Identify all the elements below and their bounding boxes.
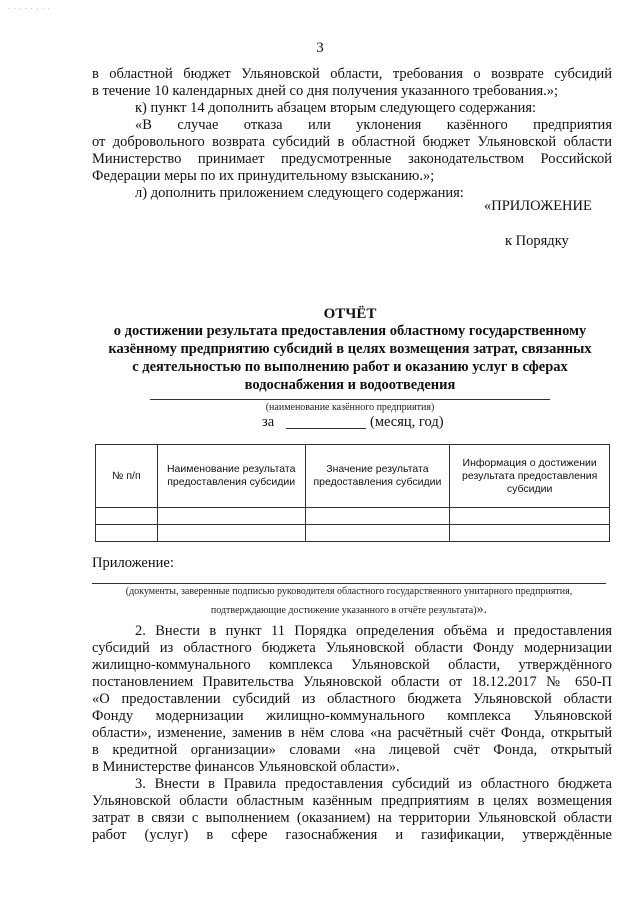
text-line: постановлением Правительства Ульяновской области от 18.12.2017 № 650-П: [92, 674, 612, 690]
table-header-row: [96, 445, 610, 508]
text-line: в Министерстве финансов Ульяновской области».: [92, 759, 400, 775]
report-table: [95, 444, 610, 542]
column-header: Наименование результата предоставления субсидии: [157, 445, 305, 508]
enterprise-name-line: [150, 399, 550, 400]
text-line: Министерство принимает предусмотренные законодательством Российской: [92, 151, 612, 167]
text-line: Фонду модернизации жилищно-коммунального комплекса Ульяновской: [92, 708, 612, 724]
table-cell: [450, 525, 610, 542]
enterprise-caption: (наименование казённого предприятия): [265, 402, 435, 413]
text-line: работ (услуг) в сфере газоснабжения и газификации, утверждённые: [92, 827, 612, 843]
table-row: [96, 525, 610, 542]
table-cell: [96, 525, 158, 542]
text-line: жилищно-коммунального комплекса Ульяновской области, утверждённого: [92, 657, 612, 673]
table-cell: [450, 508, 610, 525]
column-header: Информация о достижении результата предоставления субсидии: [450, 445, 610, 508]
report-subtitle-line: с деятельностью по выполнению работ и оказанию услуг в сферах: [132, 359, 568, 375]
column-header: Значение результата предоставления субсидии: [305, 445, 450, 508]
table-cell: [305, 525, 450, 542]
corner-mark: · · · · · · · ·: [8, 6, 51, 12]
text-line: 2. Внести в пункт 11 Порядка определения объёма и предоставления: [135, 623, 612, 639]
table-cell: [96, 508, 158, 525]
text-line: от добровольного возврата субсидий в областной бюджет Ульяновской области: [92, 134, 612, 150]
text-line: в кредитной организации» словами «на лицевой счёт Фонда, открытый: [92, 742, 612, 758]
report-subtitle-line: казённому предприятию субсидий в целях возмещения затрат, связанных: [108, 341, 592, 357]
text-line: л) дополнить приложением следующего содержания:: [135, 185, 464, 201]
text-line: области», изменение, заменив в нём слова «на расчётный счёт Фонда, открытый: [92, 725, 612, 741]
table-cell: [157, 525, 305, 542]
table-cell: [305, 508, 450, 525]
text-line: субсидий из областного бюджета Ульяновской области Фонду модернизации: [92, 640, 612, 656]
appendix-title: «ПРИЛОЖЕНИЕ: [484, 198, 592, 214]
text-line: «О предоставлении субсидий из областного бюджета Ульяновской области: [92, 691, 612, 707]
period-blank-line: [286, 428, 366, 429]
table-cell: [157, 508, 305, 525]
page-number: 3: [316, 40, 324, 56]
text-line: в течение 10 календарных дней со дня получения указанного требования.»;: [92, 83, 559, 99]
period-prefix: за: [262, 414, 275, 430]
period-suffix: (месяц, год): [370, 414, 444, 430]
text-line: Ульяновской области областным казённым предприятиям в целях возмещения: [92, 793, 612, 809]
text-line: Федерации меры по их принудительному взысканию.»;: [92, 168, 435, 184]
report-title: ОТЧЁТ: [323, 306, 377, 322]
text-line: к) пункт 14 дополнить абзацем вторым следующего содержания:: [135, 100, 537, 116]
text-line: затрат в связи с выполнением (оказанием) на территории Ульяновской области: [92, 810, 612, 826]
appendix-subtitle: к Порядку: [505, 233, 569, 249]
report-subtitle-line: о достижении результата предоставления областному государственному: [113, 323, 587, 339]
column-header: № п/п: [96, 445, 158, 508]
text-line: 3. Внести в Правила предоставления субсидий из областного бюджета: [135, 776, 612, 792]
text-line: в областной бюджет Ульяновской области, требования о возврате субсидий: [92, 66, 612, 82]
attachment-caption: (документы, заверенные подписью руководителя областного государственного унитарного предприятия,: [125, 586, 573, 597]
attachment-line: [92, 583, 606, 584]
table-row: [96, 508, 610, 525]
attachment-label: Приложение:: [92, 555, 174, 571]
attachment-caption-2: подтверждающие достижение указанного в отчёте результата)».: [210, 602, 488, 617]
report-subtitle-line: водоснабжения и водоотведения: [244, 377, 456, 393]
text-line: «В случае отказа или уклонения казённого предприятия: [135, 117, 612, 133]
